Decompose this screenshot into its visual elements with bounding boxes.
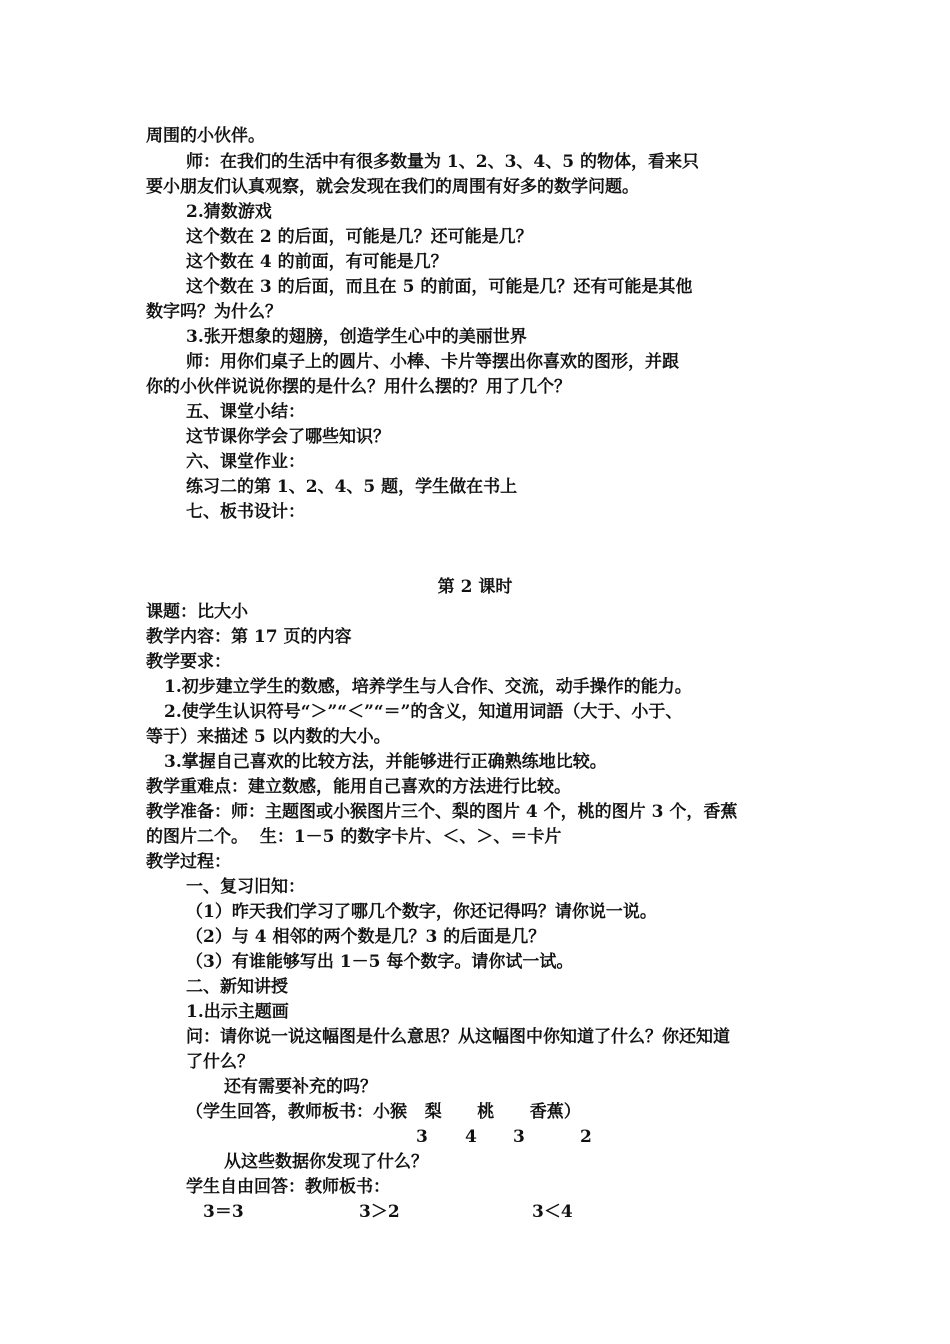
text-line: 数字吗？为什么？ [146, 302, 282, 322]
text-line: 的图片二个。 生：1－5 的数字卡片、＜、＞、＝卡片 [146, 827, 562, 847]
text-line: （3）有谁能够写出 1－5 每个数字。请你试一试。 [186, 952, 574, 972]
board-count-banana: 2 [580, 1127, 592, 1147]
text-line: 你的小伙伴说说你摆的是什么？用什么摆的？用了几个？ [146, 377, 571, 397]
text-line: 学生自由回答：教师板书： [186, 1177, 390, 1197]
text-line: 3.张开想象的翅膀，创造学生心中的美丽世界 [186, 327, 527, 347]
text-line: 3.掌握自己喜欢的比较方法，并能够进行正确熟练地比较。 [164, 752, 607, 772]
board-count-pear: 4 [465, 1127, 477, 1147]
text-line: 教学内容：第 17 页的内容 [146, 627, 352, 647]
text-line: （2）与 4 相邻的两个数是几？3 的后面是几？ [186, 927, 546, 947]
text-line: 这节课你学会了哪些知识？ [186, 427, 390, 447]
lesson-title: 第 2 课时 [437, 577, 513, 597]
board-comparison: 3＝3 [203, 1202, 244, 1222]
text-line: 2.猜数游戏 [186, 202, 272, 222]
text-line: 这个数在 3 的后面，而且在 5 的前面，可能是几？还有可能是其他 [186, 277, 693, 297]
text-line: 师：在我们的生活中有很多数量为 1、2、3、4、5 的物体，看来只 [186, 152, 699, 172]
text-line: 2.使学生认识符号“＞”“＜”“＝”的含义，知道用词語（大于、小于、 [164, 702, 683, 722]
board-comparison: 3＜4 [532, 1202, 573, 1222]
section-heading: 一、复习旧知： [186, 877, 305, 897]
text-line: 还有需要补充的吗？ [224, 1077, 377, 1097]
text-line: 教学过程： [146, 852, 231, 872]
text-line: （1）昨天我们学习了哪几个数字，你还记得吗？请你说一说。 [186, 902, 657, 922]
section-heading: 二、新知讲授 [186, 977, 288, 997]
text-line: 了什么？ [186, 1052, 254, 1072]
text-line: 师：用你们桌子上的圆片、小棒、卡片等摆出你喜欢的图形，并跟 [186, 352, 679, 372]
text-line: 练习二的第 1、2、4、5 题，学生做在书上 [186, 477, 518, 497]
text-line: 这个数在 2 的后面，可能是几？还可能是几？ [186, 227, 533, 247]
text-line: 1.初步建立学生的数感，培养学生与人合作、交流，动手操作的能力。 [164, 677, 692, 697]
section-heading: 七、板书设计： [186, 502, 305, 522]
text-line: 这个数在 4 的前面，有可能是几？ [186, 252, 448, 272]
text-line: 1.出示主题画 [186, 1002, 289, 1022]
text-line: 问：请你说一说这幅图是什么意思？从这幅图中你知道了什么？你还知道 [186, 1027, 730, 1047]
section-heading: 六、课堂作业： [186, 452, 305, 472]
text-line: 教学要求： [146, 652, 231, 672]
text-line: 课题：比大小 [146, 602, 248, 622]
text-line: 等于）来描述 5 以内数的大小。 [146, 727, 391, 747]
text-line: 要小朋友们认真观察，就会发现在我们的周围有好多的数学问题。 [146, 177, 639, 197]
text-line: 周围的小伙伴。 [146, 126, 265, 146]
board-count-monkey: 3 [416, 1127, 428, 1147]
text-line: （学生回答，教师板书：小猴 梨 桃 香蕉） [186, 1102, 581, 1122]
text-line: 从这些数据你发现了什么？ [224, 1152, 428, 1172]
text-line: 教学准备：师：主题图或小猴图片三个、梨的图片 4 个，桃的图片 3 个，香蕉 [146, 802, 738, 822]
section-heading: 五、课堂小结： [186, 402, 305, 422]
text-line: 教学重难点：建立数感，能用自己喜欢的方法进行比较。 [146, 777, 571, 797]
board-count-peach: 3 [513, 1127, 525, 1147]
board-comparison: 3＞2 [359, 1202, 400, 1222]
